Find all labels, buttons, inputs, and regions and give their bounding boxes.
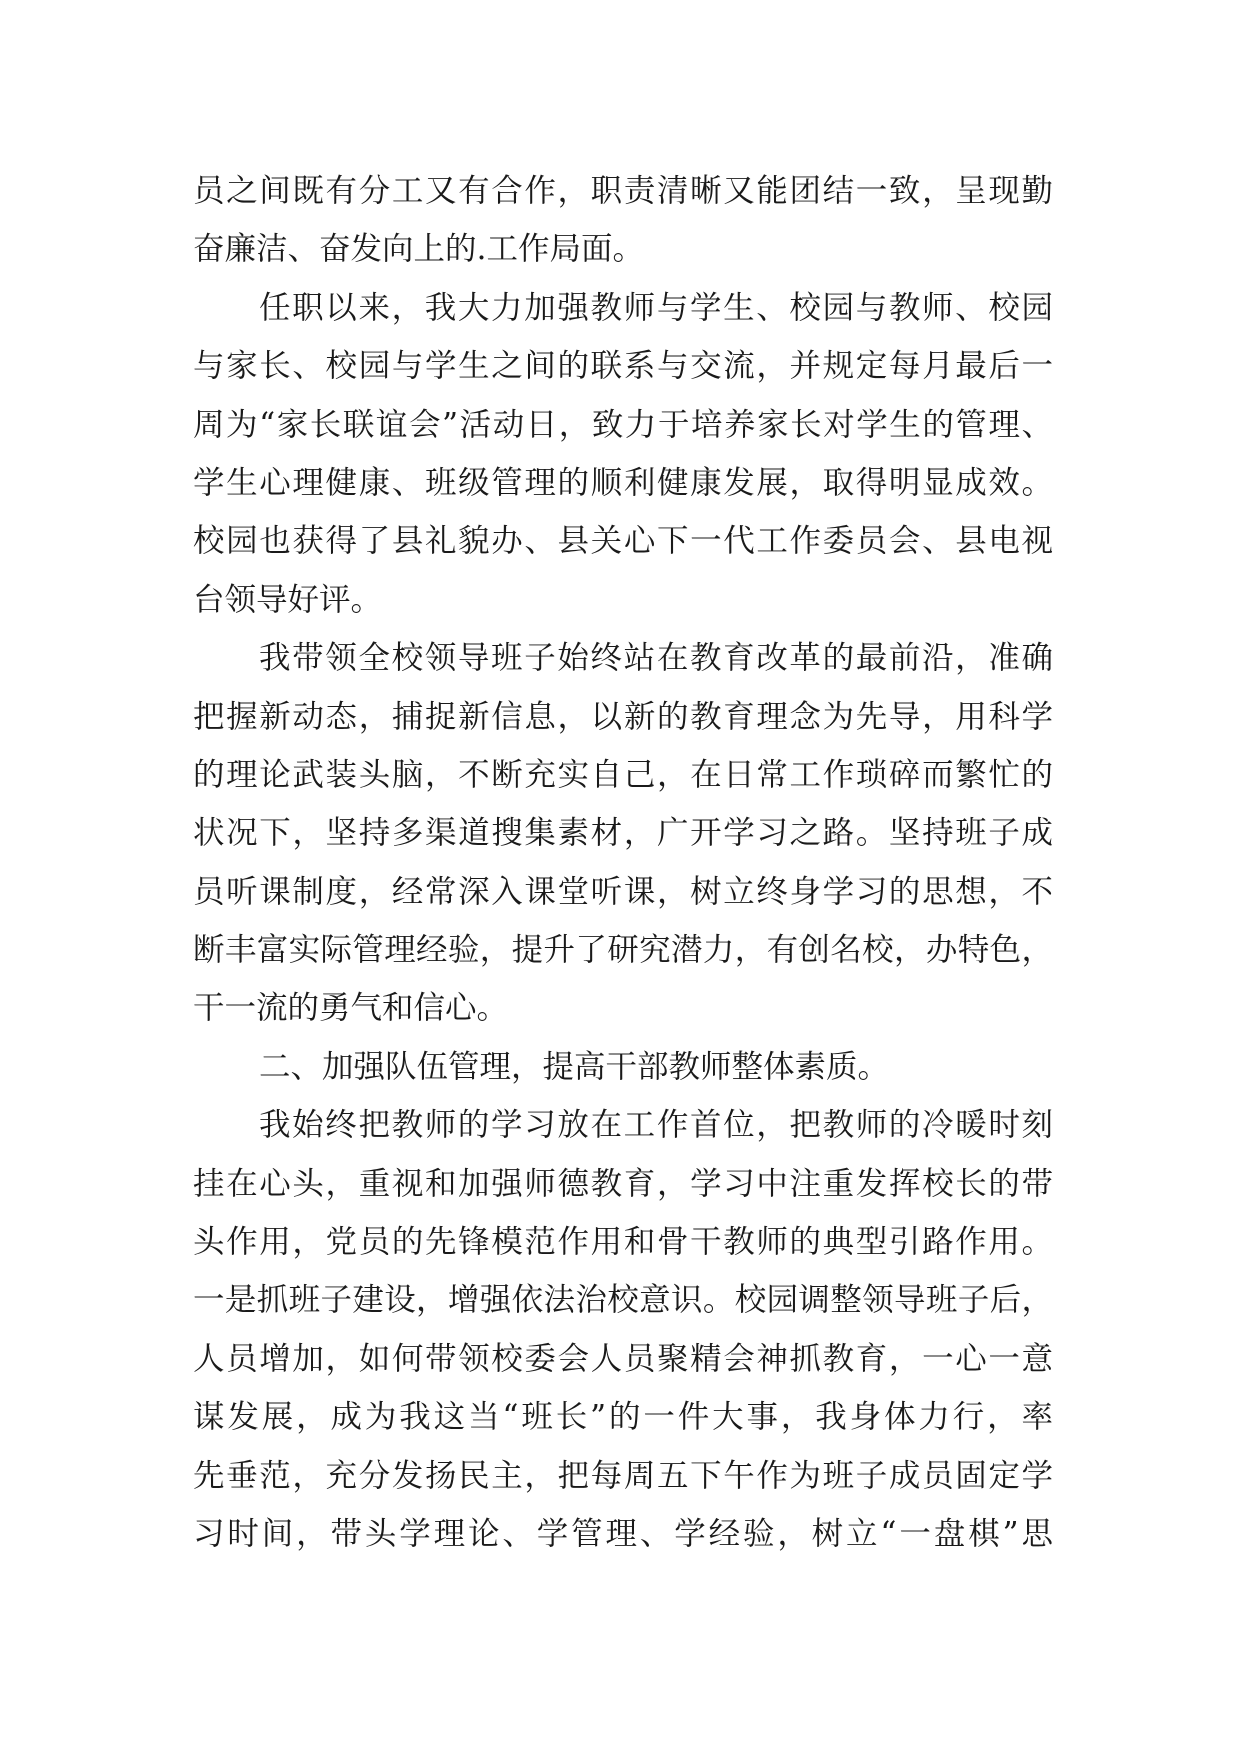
text-line: 先垂范，充分发扬民主，把每周五下午作为班子成员固定学 (193, 1457, 1053, 1494)
text-line: 谋发展，成为我这当“班长”的一件大事，我身体力行，率 (193, 1399, 1053, 1436)
body-text (193, 162, 1053, 1563)
text-line: 员听课制度，经常深入课堂听课，树立终身学习的思想，不 (193, 873, 1053, 910)
text-line: 干一流的勇气和信心。 (193, 990, 509, 1027)
text-line: 学生心理健康、班级管理的顺利健康发展，取得明显成效。 (193, 464, 1053, 501)
text-line: 校园也获得了县礼貌办、县关心下一代工作委员会、县电视 (193, 523, 1053, 560)
paragraph-first-line: 我带领全校领导班子始终站在教育改革的最前沿，准确 (259, 640, 1053, 677)
text-line: 习时间，带头学理论、学管理、学经验，树立“一盘棋”思 (193, 1515, 1053, 1552)
text-line: 员之间既有分工又有合作，职责清晰又能团结一致，呈现勤 (193, 173, 1053, 209)
text-line: 一是抓班子建设，增强依法治校意识。校园调整领导班子后， (193, 1282, 1053, 1319)
paragraph-first-line: 我始终把教师的学习放在工作首位，把教师的冷暖时刻 (259, 1107, 1053, 1144)
text-line: 人员增加，如何带领校委会人员聚精会神抓教育，一心一意 (193, 1340, 1053, 1377)
paragraph-first-line: 任职以来，我大力加强教师与学生、校园与教师、校园 (259, 289, 1053, 326)
text-line: 头作用，党员的先锋模范作用和骨干教师的典型引路作用。 (193, 1224, 1053, 1261)
text-line: 把握新动态，捕捉新信息，以新的教育理念为先导，用科学 (193, 698, 1053, 735)
text-line: 断丰富实际管理经验，提升了研究潜力，有创名校，办特色， (193, 932, 1053, 969)
text-line: 奋廉洁、奋发向上的.工作局面。 (193, 231, 645, 268)
section-heading: 二、加强队伍管理，提高干部教师整体素质。 (259, 1048, 890, 1085)
text-line: 的理论武装头脑，不断充实自己，在日常工作琐碎而繁忙的 (193, 756, 1053, 793)
text-line: 与家长、校园与学生之间的联系与交流，并规定每月最后一 (193, 348, 1053, 385)
text-line: 周为“家长联谊会”活动日，致力于培养家长对学生的管理、 (193, 406, 1053, 443)
text-line: 挂在心头，重视和加强师德教育，学习中注重发挥校长的带 (193, 1165, 1053, 1202)
text-line: 状况下，坚持多渠道搜集素材，广开学习之路。坚持班子成 (193, 815, 1053, 852)
text-line: 台领导好评。 (193, 581, 383, 618)
